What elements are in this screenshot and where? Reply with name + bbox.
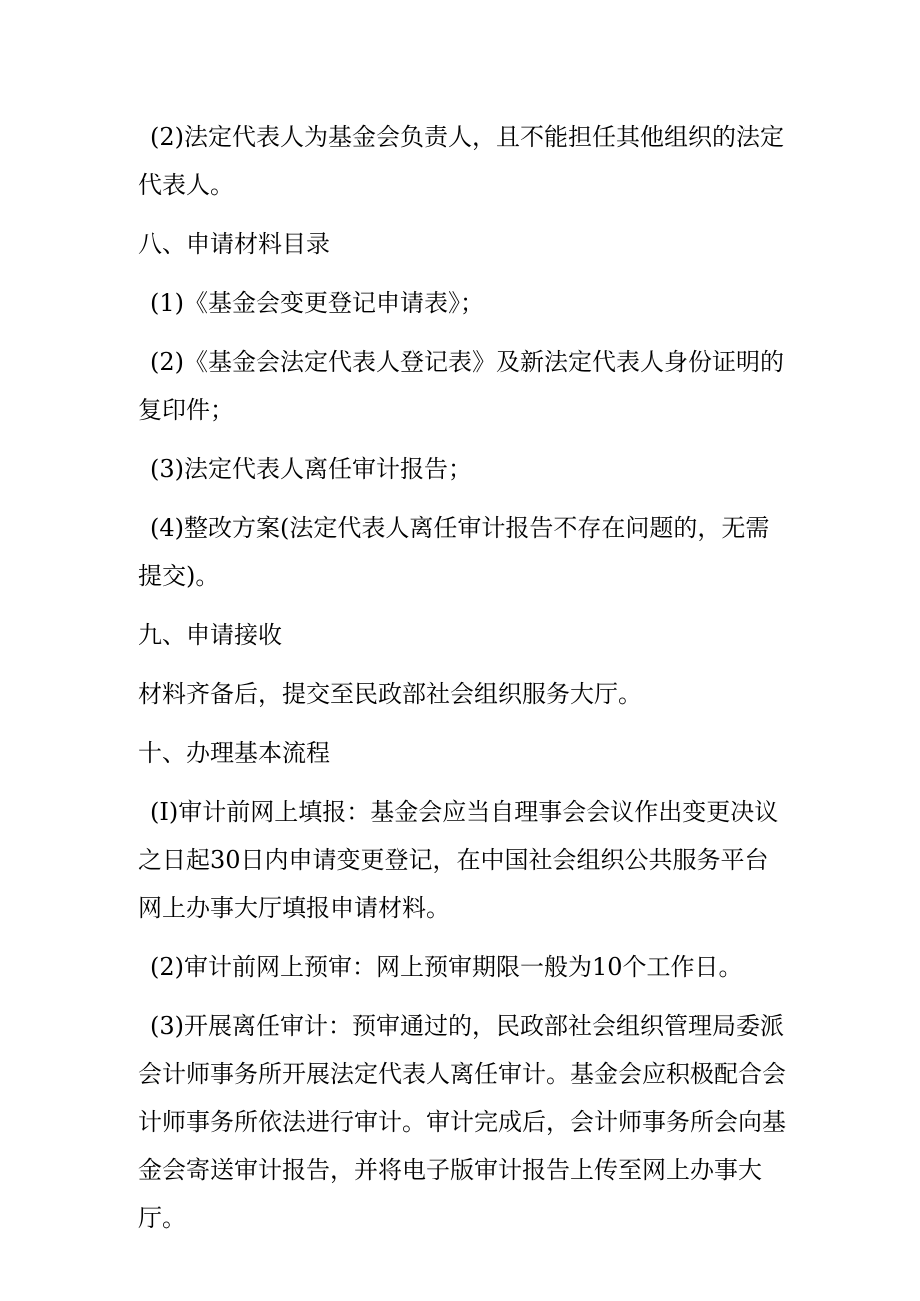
- paragraph-legal-rep-requirement: (2)法定代表人为基金会负责人，且不能担任其他组织的法定代表人。: [138, 123, 784, 199]
- list-item-audit-report: (3)法定代表人离任审计报告；: [150, 455, 472, 483]
- section-heading-process: 十、办理基本流程: [138, 739, 330, 767]
- process-step-online-filing: (I)审计前网上填报：基金会应当自理事会会议作出变更决议之日起30日内申请变更登记，在中国社会组织公共服务平台网上办事大厅填报申请材料。: [138, 798, 779, 922]
- process-step-online-review: (2)审计前网上预审：网上预审期限一般为10个工作日。: [150, 953, 743, 981]
- paragraph-submission: 材料齐备后，提交至民政部社会组织服务大厅。: [138, 680, 642, 708]
- list-item-rectification-plan: (4)整改方案(法定代表人离任审计报告不存在问题的，无需提交)。: [138, 514, 770, 590]
- section-heading-receipt: 九、申请接收: [138, 621, 282, 649]
- list-item-application-form: (1)《基金会变更登记申请表》；: [150, 289, 484, 317]
- process-step-audit: (3)开展离任审计：预审通过的，民政部社会组织管理局委派会计师事务所开展法定代表人离任审计。基金会应积极配合会计师事务所依法进行审计。审计完成后，会计师事务所会向基金会寄送审计报告，并将电子版审计报告上传至网上办事大厅。: [138, 1012, 786, 1232]
- document-body: [138, 113, 788, 1253]
- section-heading-materials: 八、申请材料目录: [138, 230, 330, 258]
- list-item-legal-rep-form: (2)《基金会法定代表人登记表》及新法定代表人身份证明的复印件；: [138, 348, 784, 424]
